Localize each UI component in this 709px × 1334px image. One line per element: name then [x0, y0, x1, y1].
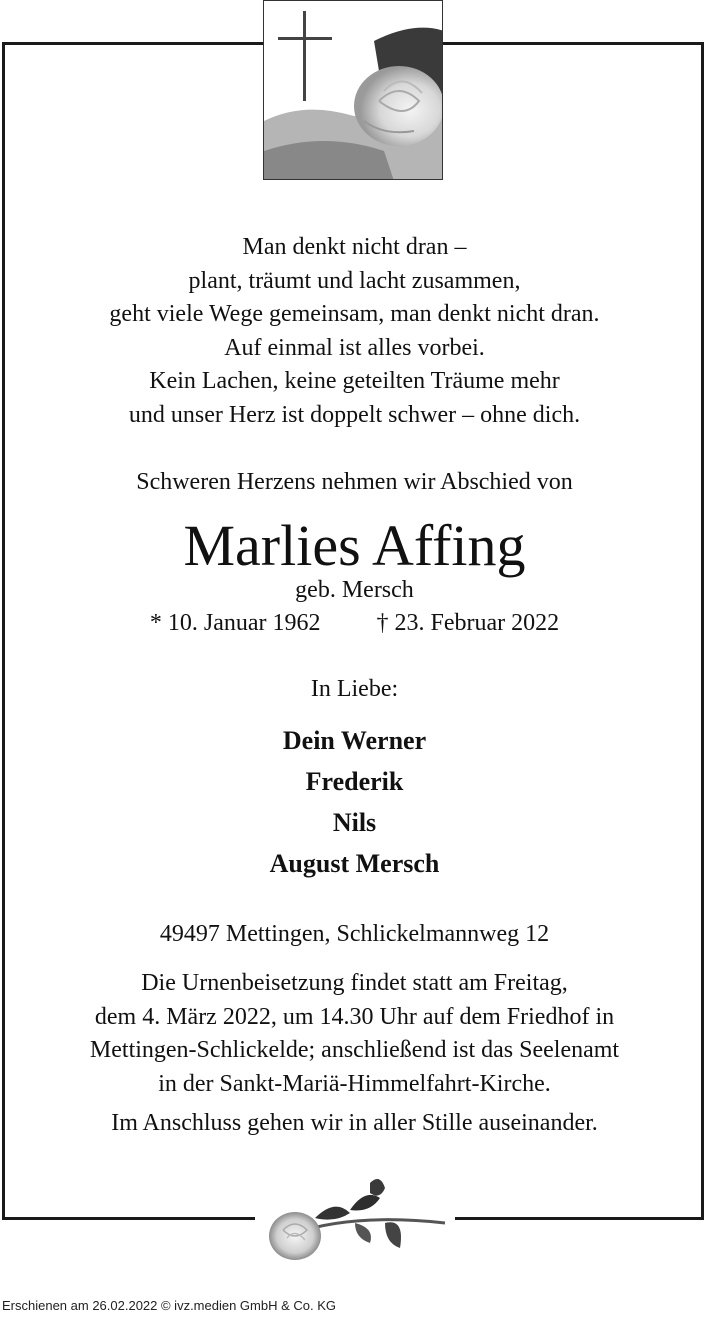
ceremony-line: in der Sankt-Mariä-Himmelfahrt-Kirche. [158, 1070, 551, 1097]
ceremony-line: dem 4. März 2022, um 14.30 Uhr auf dem Friedhof in [94, 1003, 615, 1030]
poem-line: Kein Lachen, keine geteilten Träume mehr [149, 368, 560, 394]
cross-and-rose-icon [263, 0, 443, 180]
love-label: In Liebe: [310, 676, 399, 702]
intro-text: Schweren Herzens nehmen wir Abschied von [136, 469, 573, 495]
deceased-name: Marlies Affing [183, 513, 526, 578]
poem-line: geht viele Wege gemeinsam, man denkt nicht dran. [109, 301, 600, 327]
poem-line: Auf einmal ist alles vorbei. [224, 334, 485, 361]
ceremony-line: Die Urnenbeisetzung findet statt am Freitag, [141, 970, 568, 996]
mourner-name: Frederik [305, 767, 404, 796]
address: 49497 Mettingen, Schlickelmannweg 12 [159, 921, 550, 947]
death-date: † 23. Februar 2022 [376, 610, 560, 636]
poem [0, 231, 709, 432]
ceremony-info [0, 967, 709, 1101]
rose-branch-icon [255, 1168, 455, 1263]
ceremony-line: Mettingen-Schlickelde; anschließend ist das Seelenamt [89, 1037, 620, 1063]
birth-date: * 10. Januar 1962 [149, 610, 321, 636]
mourner-name: Dein Werner [282, 726, 427, 755]
poem-line: plant, träumt und lacht zusammen, [188, 267, 521, 294]
poem-line: und unser Herz ist doppelt schwer – ohne dich. [128, 401, 581, 428]
maiden-name: geb. Mersch [295, 577, 414, 603]
closing-text: Im Anschluss gehen wir in aller Stille auseinander. [111, 1110, 598, 1136]
poem-line: Man denkt nicht dran – [242, 234, 467, 260]
publication-footer: Erschienen am 26.02.2022 © ivz.medien GmbH & Co. KG [2, 1298, 337, 1313]
mourners-list [0, 720, 709, 884]
life-dates [0, 607, 709, 639]
mourner-name: Nils [332, 808, 377, 837]
mourner-name: August Mersch [269, 849, 440, 878]
